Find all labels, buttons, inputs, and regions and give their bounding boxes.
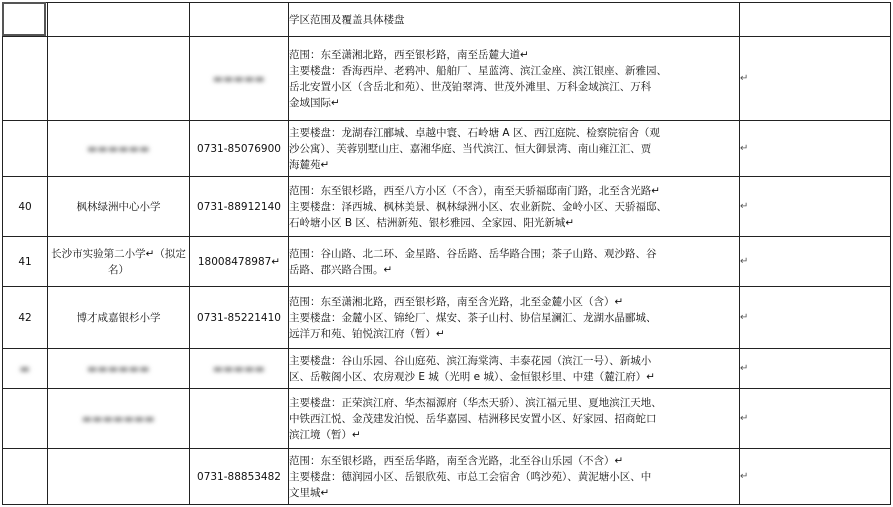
school-name-cell	[48, 349, 190, 389]
note-cell	[740, 449, 891, 505]
scope-cell	[289, 37, 740, 121]
table-row	[3, 349, 891, 389]
index-cell	[3, 237, 48, 287]
return-mark: ↵	[740, 312, 749, 323]
index-cell	[3, 177, 48, 237]
redacted-text: ▬▬▬▬▬▬	[87, 362, 150, 375]
return-mark: ↵	[740, 201, 749, 212]
scope-line: 沙公寓）、芙蓉别墅山庄、嘉湘华庭、当代滨江、恒大御景湾、南山雍江汇、贾	[289, 142, 652, 155]
scope-cell	[289, 349, 740, 389]
scope-line: 岳路、郡兴路合围。↵	[289, 263, 393, 276]
scope-cell	[289, 121, 740, 177]
scope-line: 主要楼盘：泽西城、枫林美景、枫林绿洲小区、农业新院、金岭小区、天骄福邸、	[289, 200, 667, 213]
phone-number: 0731-88853482	[197, 470, 281, 483]
phone-number: 0731-85076900	[197, 142, 281, 155]
scope-line: 主要楼盘：德润园小区、岳银欣苑、市总工会宿舍（鸣沙苑）、黄泥塘小区、中	[289, 470, 652, 483]
scope-line: 主要楼盘：龙湖春江郦城、卓越中寰、石岭塘 A 区、西江庭院、检察院宿舍（观	[289, 126, 660, 139]
phone-cell	[190, 237, 289, 287]
table-row	[3, 121, 891, 177]
scope-line: 石岭塘小区 B 区、桔洲新苑、银杉雅园、全家园、阳光新城↵	[289, 216, 575, 229]
note-cell	[740, 349, 891, 389]
return-mark: ↵	[740, 73, 749, 84]
table-row	[3, 287, 891, 349]
scope-line: 范围：东至潇湘北路，西至银杉路，南至含光路，北至金麓小区（含）↵	[289, 295, 624, 308]
school-name-cell	[48, 121, 190, 177]
phone-cell	[190, 389, 289, 449]
school-name-cell	[48, 389, 190, 449]
school-name-cell	[48, 287, 190, 349]
redacted-text: ▬▬▬▬▬	[212, 362, 266, 375]
note-cell	[740, 389, 891, 449]
header-name-cell	[48, 3, 190, 37]
scope-line: 中铁西江悦、金茂建发泊悦、岳华嘉园、桔洲移民安置小区、好家园、招商蛇口	[289, 412, 657, 425]
index-cell	[3, 349, 48, 389]
scope-cell	[289, 449, 740, 505]
scope-cell	[289, 287, 740, 349]
school-name-cell	[48, 177, 190, 237]
phone-number: 0731-85221410	[197, 311, 281, 324]
scope-line: 滨江境（暂）↵	[289, 428, 361, 441]
index-text: 41	[18, 255, 32, 268]
school-name-cell	[48, 449, 190, 505]
phone-cell	[190, 37, 289, 121]
scope-cell	[289, 389, 740, 449]
phone-number: 0731-88912140	[197, 200, 281, 213]
phone-cell	[190, 287, 289, 349]
phone-cell	[190, 177, 289, 237]
scope-line: 海麓苑↵	[289, 158, 330, 171]
table-row	[3, 237, 891, 287]
scope-line: 范围：谷山路、北二环、金星路、谷岳路、岳华路合围；茶子山路、观沙路、谷	[289, 247, 657, 260]
scope-line: 金域国际↵	[289, 96, 340, 109]
table-row	[3, 449, 891, 505]
scope-line: 主要楼盘：香海西岸、老鸦冲、船舶厂、星蓝湾、滨江金座、滨江银座、新雅园、	[289, 64, 667, 77]
note-cell	[740, 177, 891, 237]
header-scope-title: 学区范围及覆盖具体楼盘	[289, 3, 740, 37]
scope-line: 区、岳鞍阁小区、农房观沙 E 城（光明 e 城）、金恒银杉里、中建（麓江府）↵	[289, 370, 655, 383]
return-mark: ↵	[740, 363, 749, 374]
return-mark: ↵	[740, 413, 749, 424]
scope-line: 主要楼盘：金麓小区、锦纶厂、煤安、茶子山村、协信星澜汇、龙湖水晶郦城、	[289, 311, 657, 324]
school-name: 长沙市实验第二小学↵（拟定名）	[51, 247, 186, 276]
index-text: 40	[18, 200, 32, 213]
note-cell	[740, 287, 891, 349]
return-mark: ↵	[740, 256, 749, 267]
redacted-text: ▬▬▬▬▬	[212, 72, 266, 85]
index-cell	[3, 287, 48, 349]
table-row	[3, 389, 891, 449]
redacted-text: ▬	[19, 362, 31, 375]
note-cell	[740, 237, 891, 287]
index-cell	[3, 121, 48, 177]
school-name: 枫林绿洲中心小学	[76, 200, 161, 213]
scope-line: 范围：东至潇湘北路，西至银杉路，南至岳麓大道↵	[289, 48, 529, 61]
note-cell	[740, 121, 891, 177]
redacted-text: ▬▬▬▬▬▬▬	[82, 412, 155, 425]
scope-cell	[289, 177, 740, 237]
table-row	[3, 37, 891, 121]
phone-cell	[190, 449, 289, 505]
scope-line: 范围：东至银杉路，西至岳华路，南至含光路，北至谷山乐园（不含）↵	[289, 454, 624, 467]
school-district-table	[2, 2, 891, 505]
header-note-cell	[740, 3, 891, 37]
index-cell	[3, 449, 48, 505]
scope-line: 文里城↵	[289, 486, 330, 499]
return-mark: ↵	[740, 471, 749, 482]
school-name-cell	[48, 237, 190, 287]
scope-line: 主要楼盘：谷山乐园、谷山庭苑、滨江海棠湾、丰泰花园（滨江一号）、新城小	[289, 354, 652, 367]
phone-number: 18008478987↵	[197, 255, 281, 268]
scope-line: 范围：东至银杉路，西至八方小区（不含），南至天骄福邸南门路，北至含光路↵	[289, 184, 661, 197]
index-cell	[3, 37, 48, 121]
redacted-text: ▬▬▬▬▬▬	[87, 142, 150, 155]
header-row	[3, 3, 891, 37]
scope-line: 岳北安置小区（含岳北和苑）、世茂铂翠湾、世茂外滩里、万科金域滨江、万科	[289, 80, 652, 93]
header-index-cell	[3, 3, 48, 37]
table-row	[3, 177, 891, 237]
header-phone-cell	[190, 3, 289, 37]
index-text: 42	[18, 311, 32, 324]
phone-cell	[190, 121, 289, 177]
return-mark: ↵	[740, 143, 749, 154]
school-name: 博才咸嘉银杉小学	[76, 311, 161, 324]
school-name-cell	[48, 37, 190, 121]
scope-line: 远洋万和苑、铂悦滨江府（暂）↵	[289, 327, 445, 340]
scope-line: 主要楼盘：正荣滨江府、华杰福源府（华杰天骄）、滨江福元里、夏地滨江天地、	[289, 396, 662, 409]
scope-cell	[289, 237, 740, 287]
note-cell	[740, 37, 891, 121]
index-cell	[3, 389, 48, 449]
phone-cell	[190, 349, 289, 389]
